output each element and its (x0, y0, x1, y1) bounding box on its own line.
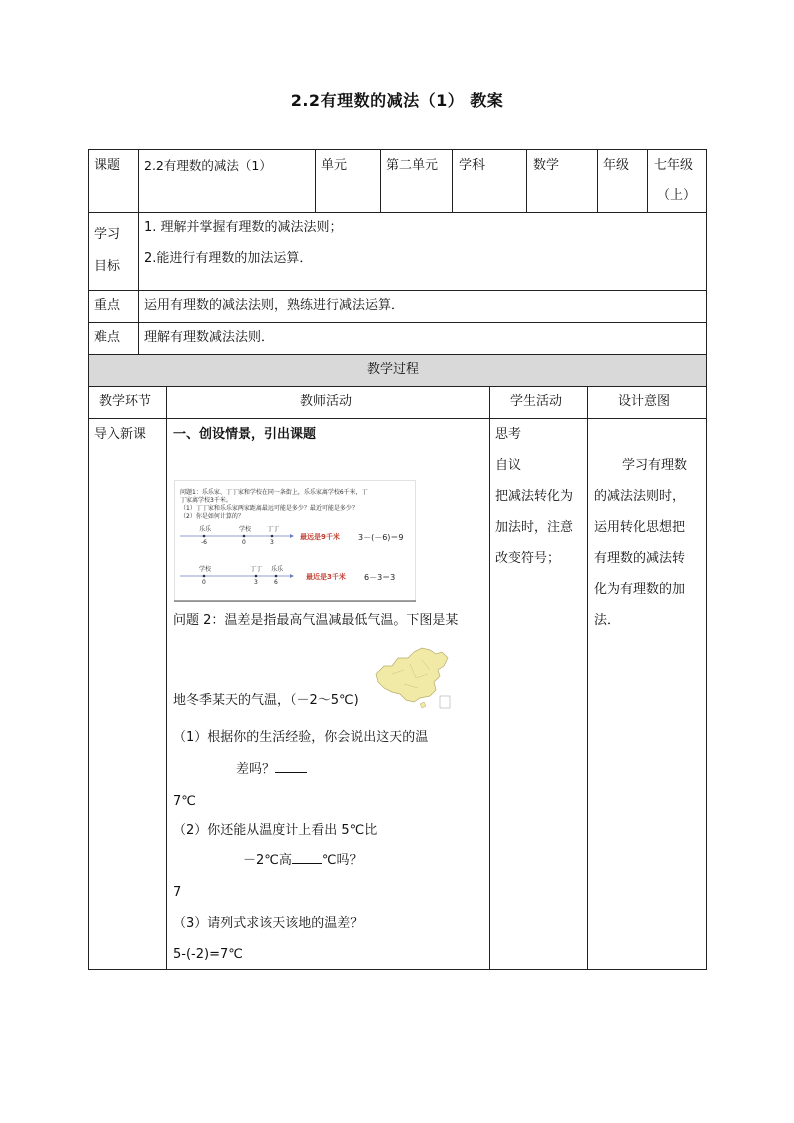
answer-1: 7℃ (173, 794, 196, 809)
col-header-student: 学生活动 (510, 394, 563, 409)
table-rule (166, 386, 167, 970)
fig-line1-tick: 3 (270, 539, 274, 546)
fig-problem-line2: 丁家离学校3千米。 (180, 497, 232, 504)
fig-line2-label: 乐乐 (271, 566, 284, 573)
sub-question-2: （2）你还能从温度计上看出 5℃比 (173, 823, 378, 838)
topic-value: 2.2有理数的减法（1） (144, 158, 272, 173)
table-border-right (706, 149, 707, 970)
grade-value-sub: （上） (657, 188, 697, 203)
sub-question-2-cont (243, 852, 362, 870)
answer-3: 5-(-2)=7℃ (173, 947, 243, 962)
student-activity-line: 思考 (495, 427, 522, 442)
design-intent-line: 有理数的减法转 (594, 551, 686, 566)
table-rule (380, 149, 381, 212)
objective-item: 1. 理解并掌握有理数的减法法则； (144, 220, 343, 235)
document-title: 2.2有理数的减法（1） 教案 (290, 91, 504, 110)
label-key-point: 重点 (94, 298, 121, 313)
table-rule (587, 386, 588, 970)
fig-q2: （2）你是如何计算的？ (180, 513, 244, 520)
fig-problem-line1: 问题1：乐乐家、丁丁家和学校在同一条街上，乐乐家离学校6千米，丁 (180, 489, 368, 496)
unit-value: 第二单元 (386, 158, 439, 173)
fig-line1-label: 丁丁 (267, 526, 280, 533)
table-border-bottom (88, 969, 707, 970)
table-rule (88, 212, 707, 213)
question2-line2: 地冬季某天的气温，（－2～5℃) (173, 693, 359, 708)
col-header-teacher: 教师活动 (300, 394, 353, 409)
table-border-top (88, 149, 707, 150)
table-rule (88, 386, 707, 387)
sub-question-2-text-a: －2℃高 (243, 853, 292, 868)
label-objectives: 学习 (94, 227, 121, 242)
col-header-design: 设计意图 (618, 394, 671, 409)
table-rule (489, 386, 490, 970)
fig-line1-label: 乐乐 (199, 526, 212, 533)
student-activity-line: 改变符号； (495, 551, 561, 566)
table-rule (315, 149, 316, 212)
objective-item: 2.能进行有理数的加法运算． (144, 251, 313, 266)
table-border-left (88, 149, 89, 970)
answer-2: 7 (173, 885, 182, 900)
fig-line1-tick: 0 (242, 539, 246, 546)
fig-line2-tick: 3 (254, 579, 258, 586)
fig-line2-note: 最近是3千米 (306, 573, 346, 581)
sub-question-3: （3）请列式求该天该地的温差？ (173, 916, 364, 931)
table-rule (526, 149, 527, 212)
stage-label: 导入新课 (94, 427, 147, 442)
problem1-figure (174, 480, 416, 602)
fig-line1-formula: 3－(－6)＝9 (358, 533, 404, 542)
sub-question-1-text: 差吗？ (236, 762, 276, 777)
student-activity-line: 把减法转化为 (495, 489, 574, 504)
design-intent-line: 化为有理数的加 (594, 582, 686, 597)
subject-value: 数学 (533, 158, 560, 173)
label-objectives-2: 目标 (94, 259, 121, 274)
table-rule (452, 149, 453, 212)
sub-question-1: （1）根据你的生活经验，你会说出这天的温 (173, 730, 429, 745)
fig-line2-label: 学校 (199, 566, 212, 573)
question2-line1: 问题 2：温差是指最高气温减最低气温。下图是某 (173, 613, 459, 628)
student-activity-line: 自议 (495, 458, 522, 473)
table-rule (88, 354, 707, 355)
fig-line2-formula: 6－3＝3 (364, 573, 396, 582)
label-unit: 单元 (321, 158, 348, 173)
china-map-image (370, 644, 454, 710)
table-rule (597, 149, 598, 212)
answer-blank (275, 772, 307, 773)
answer-blank (292, 863, 322, 864)
design-intent-line: 法． (594, 613, 621, 628)
grade-value: 七年级 (654, 158, 694, 173)
table-rule (647, 149, 648, 212)
label-topic: 课题 (94, 158, 121, 173)
fig-line2-tick: 0 (202, 579, 206, 586)
design-intent-line: 运用转化思想把 (594, 520, 686, 535)
sub-question-2-text-b: ℃吗？ (321, 853, 363, 868)
table-rule (138, 149, 139, 354)
fig-line2-tick: 6 (274, 579, 278, 586)
sub-question-1-cont (236, 761, 307, 779)
label-difficulty: 难点 (94, 330, 121, 345)
label-grade: 年级 (603, 158, 630, 173)
col-header-stage: 教学环节 (99, 394, 152, 409)
key-point-text: 运用有理数的减法法则，熟练进行减法运算． (144, 298, 405, 313)
fig-line2-label: 丁丁 (250, 566, 263, 573)
design-intent-line: 的减法法则时， (594, 489, 686, 504)
section-title: 一、创设情景，引出课题 (173, 427, 317, 442)
table-rule (88, 322, 707, 323)
process-heading: 教学过程 (367, 362, 420, 377)
student-activity-line: 加法时，注意 (495, 520, 574, 535)
label-subject: 学科 (459, 158, 486, 173)
fig-line1-label: 学校 (239, 526, 252, 533)
table-rule (88, 290, 707, 291)
fig-q1: （1）丁丁家和乐乐家两家距离最远可能是多少？最近可能是多少？ (180, 505, 358, 512)
fig-line1-tick: -6 (201, 539, 207, 546)
design-intent-line: 学习有理数 (622, 458, 688, 473)
table-rule (88, 418, 707, 419)
difficulty-text: 理解有理数减法法则． (144, 330, 275, 345)
fig-line1-note: 最远是9千米 (300, 533, 340, 541)
